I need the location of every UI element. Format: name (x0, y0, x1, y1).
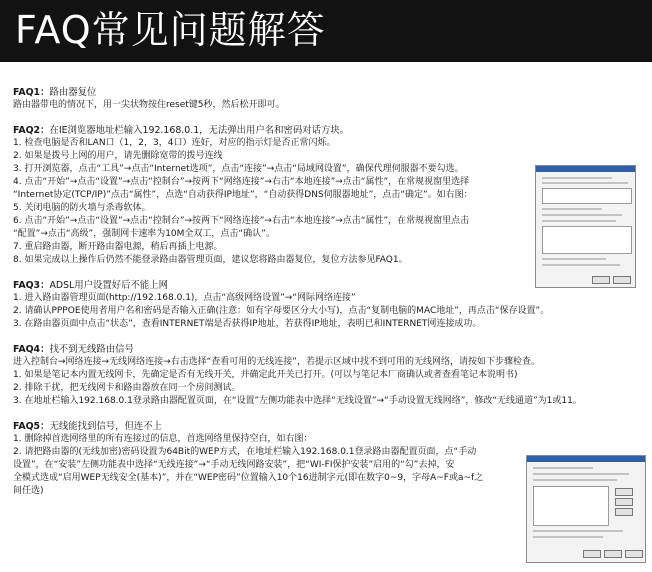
faq5-line: 设置”，在“安装”左侧功能表中选择“无线连接”→“手动无线网路安装”，把“WI-FI保护安装”启用的“勾”去掉，安 (13, 460, 455, 470)
faq2-line: 5. 关闭电脑的防火墙与杀毒软体。 (13, 203, 151, 213)
faq2-line: 8. 如果完成以上操作后仍然不能登录路由器管理页面，建议您将路由器复位，复位方法参见FAQ1。 (13, 255, 408, 265)
faq4-line: 2. 排除干扰，把无线网卡和路由器放在同一个房间测试。 (13, 383, 241, 393)
faq1-number: FAQ1： (13, 87, 50, 98)
page-title: FAQ常见问题解答 (15, 8, 326, 52)
tcpip-properties-screenshot (535, 165, 636, 288)
faq5-line: 全模式选成“启用WEP无线安全(基本)”，并在“WEP密码”位置输入10个16进制字元(即在数字0~9，字母A~F或a~f之 (13, 473, 484, 483)
faq4-number: FAQ4： (13, 344, 50, 355)
faq4-section (13, 343, 643, 408)
faq2-line: 6. 点击“开始”→点击“设置”→点击“控制台”→按两下“网络连接”→右击“本地连接”→点击“属性”，在常规视窗里点击 (13, 216, 470, 226)
faq-content (13, 86, 643, 498)
faq2-line: 4. 点击“开始”→点击“设置”→点击“控制台”→按两下“网络连接”→右击“本地连接”→点击“属性”，在常规视窗里选择 (13, 177, 470, 187)
faq2-line: 3. 打开浏览器，点击“工具”→点击“Internet选项”，点击“连接”→点击“局域网设置”，确保代理伺服器不要勾选。 (13, 164, 464, 174)
faq1-line: 路由器带电的情况下，用一尖状物按住reset键5秒，然后松开即可。 (13, 100, 285, 110)
faq4-line: 3. 在地址栏输入192.168.0.1登录路由器配置页面，在“设置”左侧功能表中选择“无线设置”→“手动设置无线网络”，修改“无线通道”为1或11。 (13, 396, 582, 406)
faq3-line: 3. 在路由器页面中点击“状态”，查看INTERNET端是否获得IP地址，若获得IP地址，表明已和INTERNET网连接成功。 (13, 319, 482, 329)
faq5-line: 间任选) (13, 486, 44, 496)
faq2-line: 7. 重启路由器，断开路由器电源，稍后再插上电源。 (13, 242, 223, 252)
faq3-line: 2. 请确认PPPOE使用者用户名和密码是否输入正确(注意：如有字母要区分大小写)，点击“复制电脑的MAC地址”，再点击“保存设置”。 (13, 306, 550, 316)
faq2-number: FAQ2： (13, 125, 50, 136)
faq2-line: 1. 检查电脑是否和LAN口（1，2，3，4口）连好，对应的指示灯是否正常闪烁。 (13, 138, 336, 148)
faq3-number: FAQ3： (13, 280, 50, 291)
faq4-question: 找不到无线路由信号 (49, 344, 134, 355)
faq1-question: 路由器复位 (49, 87, 97, 98)
wireless-network-properties-screenshot (526, 455, 646, 563)
faq4-heading (13, 343, 643, 356)
faq1-section (13, 86, 643, 112)
faq4-line: 进入控制台→网络连接→无线网络连接→右击选择“查看可用的无线连接”，若提示区域中找不到可用的无线网络，请按如下步骤检查。 (13, 357, 540, 367)
faq2-line: “配置”→点击“高级”，强制网卡速率为10M全双工，点击“确认”。 (13, 229, 275, 239)
faq2-line: 2. 如果是拨号上网的用户，请先删除宽带的拨号连线 (13, 151, 223, 161)
faq1-heading (13, 86, 643, 99)
faq5-line: 1. 删除掉首选网络里的所有连接过的信息，首选网络里保持空白，如右图： (13, 434, 313, 444)
faq5-question: 无线能找到信号，但连不上 (49, 421, 162, 432)
faq5-heading (13, 420, 643, 433)
faq5-line: 2. 请把路由器的(无线加密)密码设置为64Bit的WEP方式，在地址栏输入192.168.0.1登录路由器配置页面，点“手动 (13, 447, 477, 457)
faq2-question: 在IE浏览器地址栏输入192.168.0.1，无法弹出用户名和密码对话方块。 (49, 125, 350, 136)
faq3-line: 1. 进入路由器管理页面(http://192.168.0.1)，点击“高级网络设置”→“网际网络连接” (13, 293, 356, 303)
faq4-line: 1. 如果是笔记本内置无线网卡，先确定是否有无线开关，并确定此开关已打开。(可以与笔记本厂商确认或者查看笔记本说明书) (13, 370, 518, 380)
title-banner (0, 0, 652, 62)
faq3-question: ADSL用户设置好后不能上网 (49, 280, 169, 291)
faq5-number: FAQ5： (13, 421, 50, 432)
faq2-heading (13, 124, 643, 137)
faq2-line: “Internet协定(TCP/IP)”点击“属性”，点选“自动获得IP地址”，“自动获得DNS伺服器地址”，点击“确定”。如右图： (13, 190, 473, 200)
